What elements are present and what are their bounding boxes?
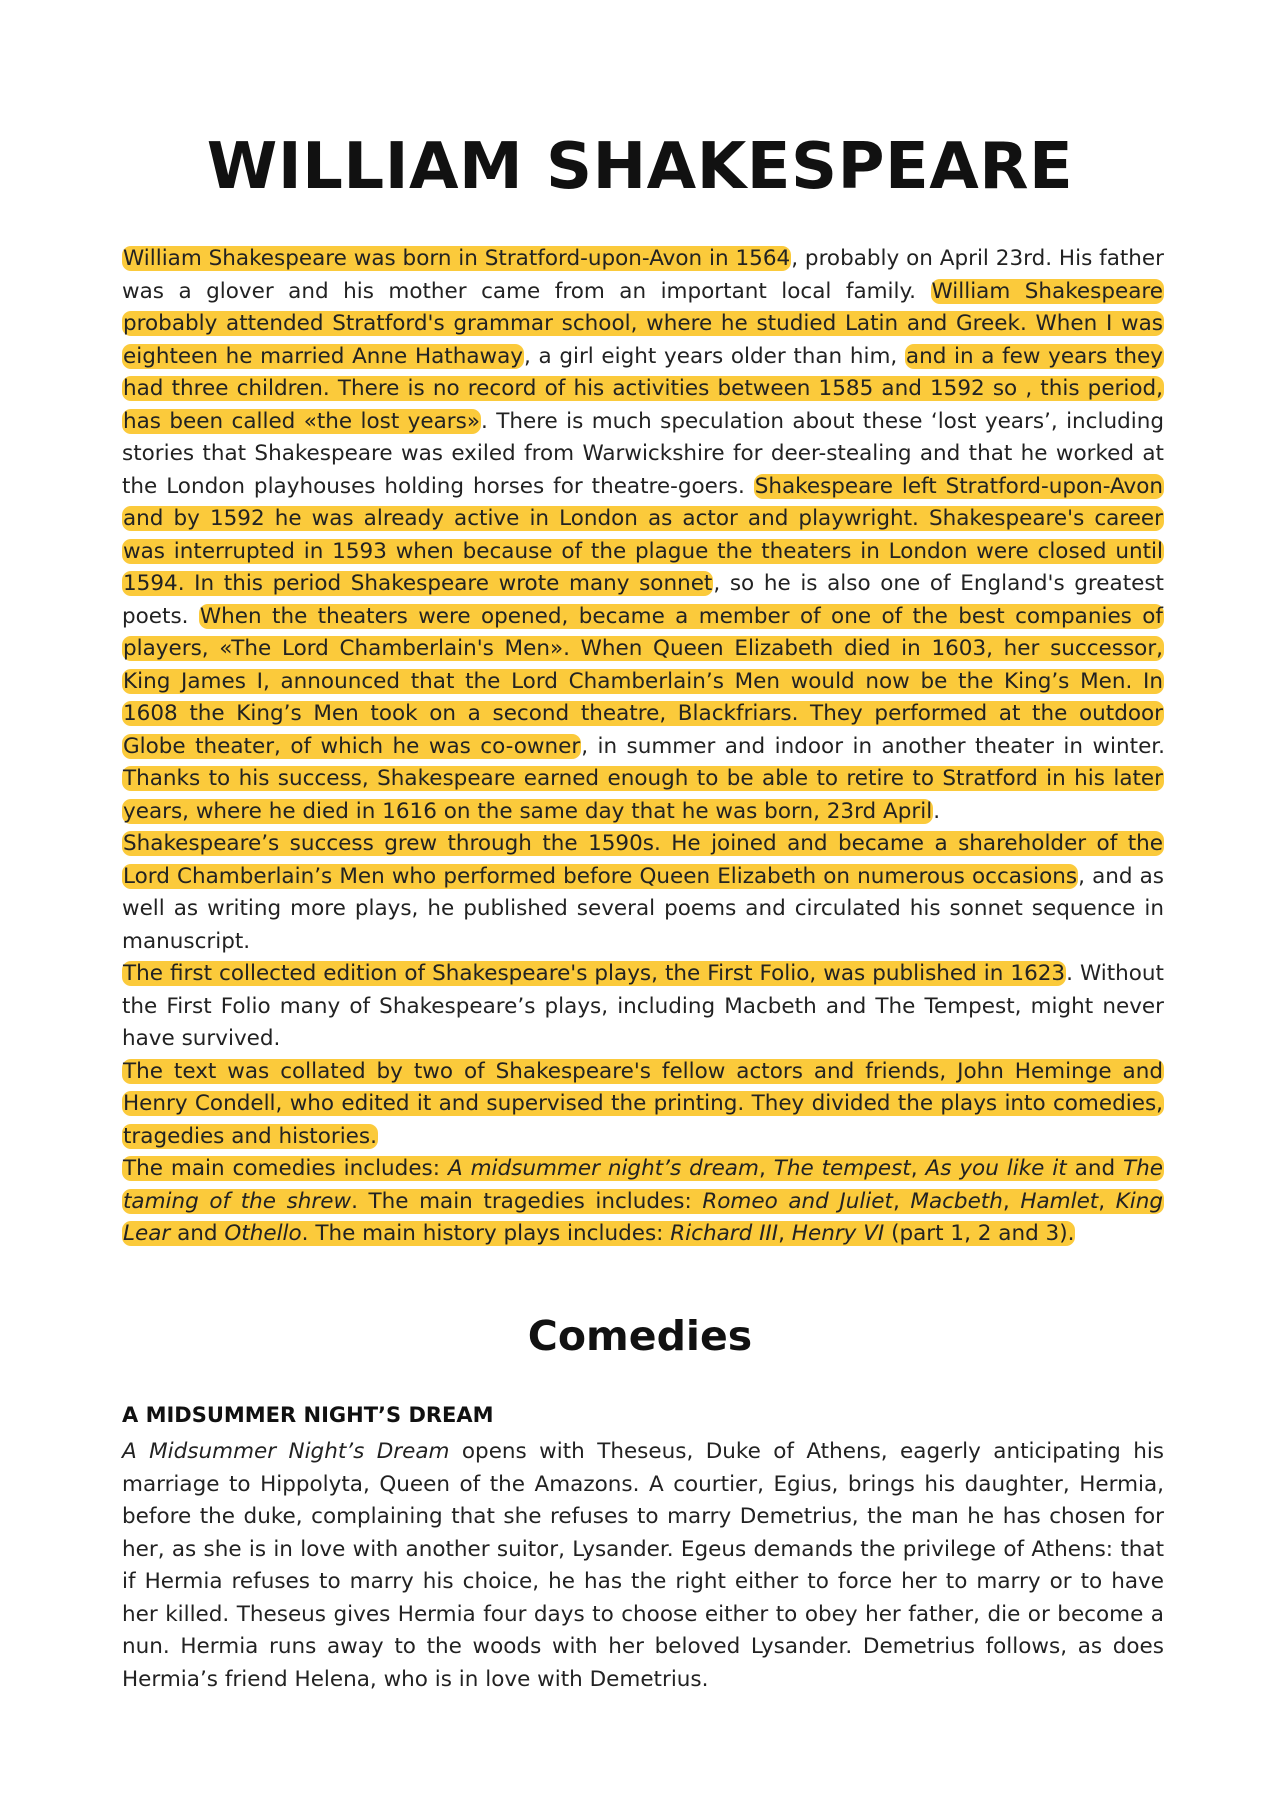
plain-text: . Without the First Folio many of Shakespeare’s plays, including Macbeth and The Tempest, might never have survived. bbox=[122, 961, 1164, 1051]
section-heading-comedies: Comedies bbox=[527, 1312, 753, 1360]
play-name: The taming of the shrew bbox=[123, 1156, 1164, 1214]
highlighted-text: Shakespeare left Stratford-upon-Avon and by 1592 he was already active in London as actor and playwright. Shakespeare's career was interrupted in 1593 when because of the plague the theaters in London were closed until 1594. In this period Shakespeare wrote many sonnet bbox=[123, 473, 1163, 596]
play-summary bbox=[122, 1436, 1164, 1696]
highlighted-play-list bbox=[122, 1156, 1164, 1246]
highlighted-text: Thanks to his success, Shakespeare earned enough to be able to retire to Stratford in his later years, where he died in 1616 on the same day that he was born, 23rd April bbox=[123, 766, 1163, 824]
highlighted-text: The first collected edition of Shakespeare's plays, the First Folio, was published in 1623 bbox=[123, 961, 1066, 986]
plain-text: . The main tragedies includes: bbox=[351, 1188, 703, 1214]
paragraph-collation bbox=[122, 1056, 1164, 1154]
plain-text: The main comedies includes: bbox=[123, 1156, 448, 1181]
play-name: A midsummer night’s dream bbox=[447, 1156, 759, 1181]
intro-text bbox=[122, 243, 1164, 1251]
page-title: WILLIAM SHAKESPEARE bbox=[206, 130, 1074, 204]
play-name: Romeo and Juliet bbox=[702, 1188, 893, 1214]
plain-text: opens with Theseus, Duke of Athens, eagerly anticipating his marriage to Hippolyta, Queen of the Amazons. A courtier, Egius, brings his daughter, Hermia, before the duke, complaining that she refuses to marry Demetrius, the man he has chosen for her, as she is in love with another suitor, Lysander. Egeus demands the privilege of Athens: that if Hermia refuses to marry his choice, he has the right either to force her to marry or to have her killed. Theseus gives Hermia four days to choose either to obey her father, die or become a nun. Hermia runs away to the woods with her beloved Lysander. Demetrius follows, as does Hermia’s friend Helena, who is in love with Demetrius. bbox=[122, 1439, 1165, 1692]
highlighted-text: When the theaters were opened, became a member of one of the best companies of players, «The Lord Chamberlain's Men». When Queen Elizabeth died in 1603, her successor, King James I, announced that the Lord Chamberlain’s Men would now be the King’s Men. In 1608 the King’s Men took on a second theatre, Blackfriars. They performed at the outdoor Globe theater, of which he was co-owner bbox=[123, 603, 1163, 759]
plain-text: , bbox=[892, 1188, 911, 1214]
highlighted-text: The text was collated by two of Shakespeare's fellow actors and friends, John Heminge and Henry Condell, who edited it and supervised the printing. They divided the plays into comedies, tragedies and histories. bbox=[123, 1058, 1163, 1149]
highlighted-text: Shakespeare’s success grew through the 1590s. He joined and became a shareholder of the Lord Chamberlain’s Men who performed before Queen Elizabeth on numerous occasions bbox=[123, 831, 1163, 889]
play-name: King Lear bbox=[123, 1188, 1164, 1246]
plain-text: and bbox=[1066, 1156, 1124, 1181]
play-name: Macbeth bbox=[910, 1188, 1003, 1214]
play-name: The tempest bbox=[773, 1156, 911, 1181]
paragraph-summary bbox=[122, 1436, 1164, 1696]
plain-text: . bbox=[933, 798, 941, 824]
plain-text: . There is much speculation about these ‘lost years’, including stories that Shakespeare was exiled from Warwickshire for deer-stealing and that he worked at the London playhouses holding horses for theatre-goers. bbox=[122, 408, 1164, 499]
highlighted-text: and in a few years they had three children. There is no record of his activities between 1585 and 1592 so , this period, has been called «the lost years» bbox=[123, 343, 1163, 434]
plain-text: , probably on April 23rd. His father was a glover and his mother came from an important local family. bbox=[122, 246, 1164, 304]
play-name: Hamlet bbox=[1020, 1188, 1099, 1214]
plain-text: , and as well as writing more plays, he published several poems and circulated his sonnet sequence in manuscript. bbox=[122, 863, 1165, 954]
plain-text: , so he is also one of England's greatest poets. bbox=[122, 571, 1164, 629]
plain-text: . The main history plays includes: bbox=[301, 1221, 671, 1246]
plain-text: and bbox=[170, 1221, 225, 1246]
plain-text: , bbox=[778, 1221, 792, 1246]
plain-text: , a girl eight years older than him, bbox=[524, 343, 905, 369]
paragraph-biography bbox=[122, 243, 1164, 828]
paragraph-first-folio bbox=[122, 958, 1164, 1056]
play-name: A Midsummer Night’s Dream bbox=[122, 1439, 450, 1464]
play-name: Richard III bbox=[670, 1221, 779, 1246]
play-name: As you like it bbox=[925, 1156, 1067, 1181]
plain-text: , in summer and indoor in another theater in winter. bbox=[581, 733, 1166, 759]
highlighted-text: William Shakespeare probably attended Stratford's grammar school, where he studied Latin and Greek. When I was eighteen he married Anne Hathaway bbox=[123, 278, 1163, 369]
plain-text: , bbox=[1098, 1188, 1116, 1214]
play-name: Henry VI bbox=[791, 1221, 885, 1246]
paragraph-play-list bbox=[122, 1153, 1164, 1251]
plain-text: (part 1, 2 and 3). bbox=[884, 1221, 1075, 1246]
plain-text: , bbox=[910, 1156, 926, 1181]
plain-text: , bbox=[1002, 1188, 1021, 1214]
highlighted-text: William Shakespeare was born in Stratford-upon-Avon in 1564 bbox=[123, 246, 791, 271]
paragraph-success bbox=[122, 828, 1164, 958]
plain-text: , bbox=[758, 1156, 774, 1181]
play-title: A MIDSUMMER NIGHT’S DREAM bbox=[122, 1403, 494, 1427]
play-name: Othello bbox=[224, 1221, 302, 1246]
